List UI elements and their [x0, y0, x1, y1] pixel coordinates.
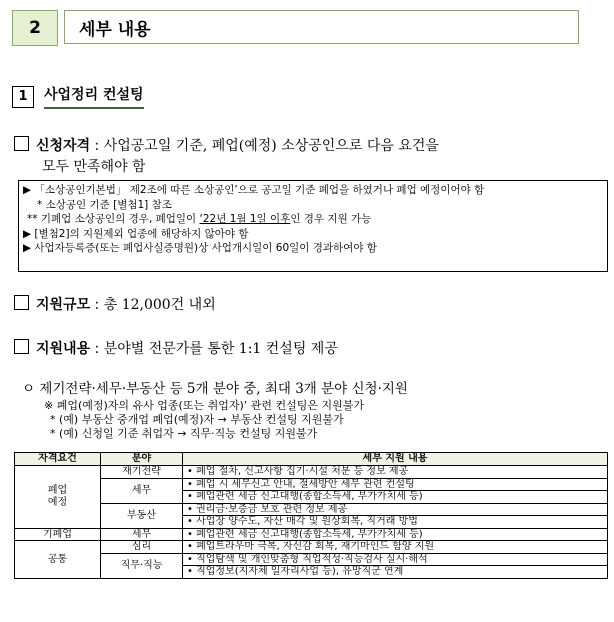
table-row	[15, 466, 608, 479]
condition-1-note: * 소상공인 기준 [별첨1] 참조	[37, 198, 172, 211]
field-cell: 재기전략	[101, 466, 183, 479]
field-cell: 세무	[101, 478, 183, 503]
table-row	[15, 528, 608, 541]
qualification-pre-closure: 폐업 예정	[15, 466, 101, 529]
eligibility-text-cont: 모두 만족해야 함	[42, 159, 146, 175]
eligibility-label: 신청자격	[36, 138, 91, 154]
eligibility-text: 사업공고일 기준, 폐업(예정) 소상공인으로 다음 요건을	[103, 138, 439, 154]
condition-note2-suffix: 인 경우 지원 가능	[290, 213, 372, 225]
bullet-main: ㅇ 제기전략·세무·부동산 등 5개 분야 중, 최대 3개 분야 신청·지원	[22, 381, 408, 397]
subsection-title: 사업정리 컨설팅	[44, 84, 144, 109]
field-cell: 부동산	[101, 503, 183, 528]
header-field: 분야	[101, 453, 183, 466]
field-cell: 심리	[101, 541, 183, 554]
table-row	[15, 503, 608, 516]
subsection-header	[12, 84, 144, 109]
detail-cell: • 폐업트라우마 극복, 자신감 회복, 재기마인드 함양 지원	[183, 541, 608, 554]
eligibility-colon: :	[90, 138, 104, 154]
condition-1: ▶ 「소상공인기본법」 제2조에 따른 소상공인’으로 공고일 기준 폐업을 하였거나 폐업 예정이어야 함	[23, 184, 485, 196]
content-colon: :	[90, 341, 104, 357]
field-cell: 직무·직능	[101, 553, 183, 578]
field-cell: 세무	[101, 528, 183, 541]
condition-3: ▶ 사업자등록증(또는 폐업사실증명원)상 사업개시일이 60일이 경과하여야 함	[23, 242, 377, 254]
bullet-note-2: * (예) 부동산 중개업 폐업(예정)자 → 부동산 컨설팅 지원불가	[50, 413, 344, 426]
qualification-common: 공통	[15, 541, 101, 579]
detail-cell: • 폐업 시 세무신고 안내, 절세방안 세무 관련 컨설팅	[183, 478, 608, 491]
bullet-note-1: ※ 폐업(예정)자의 유사 업종(또는 취업자)’ 관련 컨설팅은 지원불가	[44, 399, 365, 412]
condition-1-note2	[23, 212, 603, 227]
header-qualification: 자격요건	[15, 453, 101, 466]
checkbox-square-icon	[14, 136, 29, 151]
bullet-note-3: * (예) 신청일 기준 취업자 → 직무·직능 컨설팅 지원불가	[50, 427, 318, 440]
detail-cell: • 직업정보(지자체 일자리사업 등), 유망직군 연계	[183, 566, 608, 579]
section-title: 세부 내용	[64, 10, 579, 44]
content-label: 지원내용	[36, 341, 91, 357]
table-row	[15, 541, 608, 554]
condition-2: ▶ [별첨2]의 지원제외 업종에 해당하지 않아야 함	[23, 227, 249, 240]
subsection-number: 1	[12, 86, 34, 108]
content-line	[14, 338, 338, 358]
table-row	[15, 478, 608, 491]
conditions-box	[18, 180, 608, 272]
checkbox-square-icon	[14, 295, 29, 310]
detail-cell: • 폐업관련 세금 신고대행(종합소득세, 부가가치세 등)	[183, 528, 608, 541]
scale-colon: :	[90, 297, 104, 313]
detail-cell: • 폐업관련 세금 신고대행(종합소득세, 부가가치세 등)	[183, 491, 608, 504]
checkbox-square-icon	[14, 339, 29, 354]
eligibility-line	[14, 135, 439, 155]
scale-label: 지원규모	[36, 297, 91, 313]
scale-text: 총 12,000건 내외	[103, 297, 216, 313]
detail-cell: • 직업탐색 및 개인맞춤형 직업적성·직능검사 실시·해석	[183, 553, 608, 566]
table-header-row	[15, 453, 608, 466]
support-table	[14, 452, 608, 579]
content-text: 분야별 전문가를 통한 1:1 컨설팅 제공	[103, 341, 338, 357]
qualification-closed: 기폐업	[15, 528, 101, 541]
table-row	[15, 553, 608, 566]
scale-line	[14, 294, 216, 314]
detail-cell: • 사업장 양수도, 자산 매각 및 원상회복, 직거래 방법	[183, 516, 608, 529]
condition-note2-date: ‘22년 1월 1일 이후	[199, 213, 291, 225]
section-number: 2	[12, 10, 58, 46]
section-header	[12, 10, 579, 46]
header-detail: 세부 지원 내용	[183, 453, 608, 466]
detail-cell: • 폐업 절차, 신고사항 집기·시설 처분 등 정보 제공	[183, 466, 608, 479]
detail-cell: • 권리금·보증금 보호 관련 정보 제공	[183, 503, 608, 516]
condition-note2-prefix: ** 기폐업 소상공인의 경우, 폐업일이	[27, 213, 200, 225]
